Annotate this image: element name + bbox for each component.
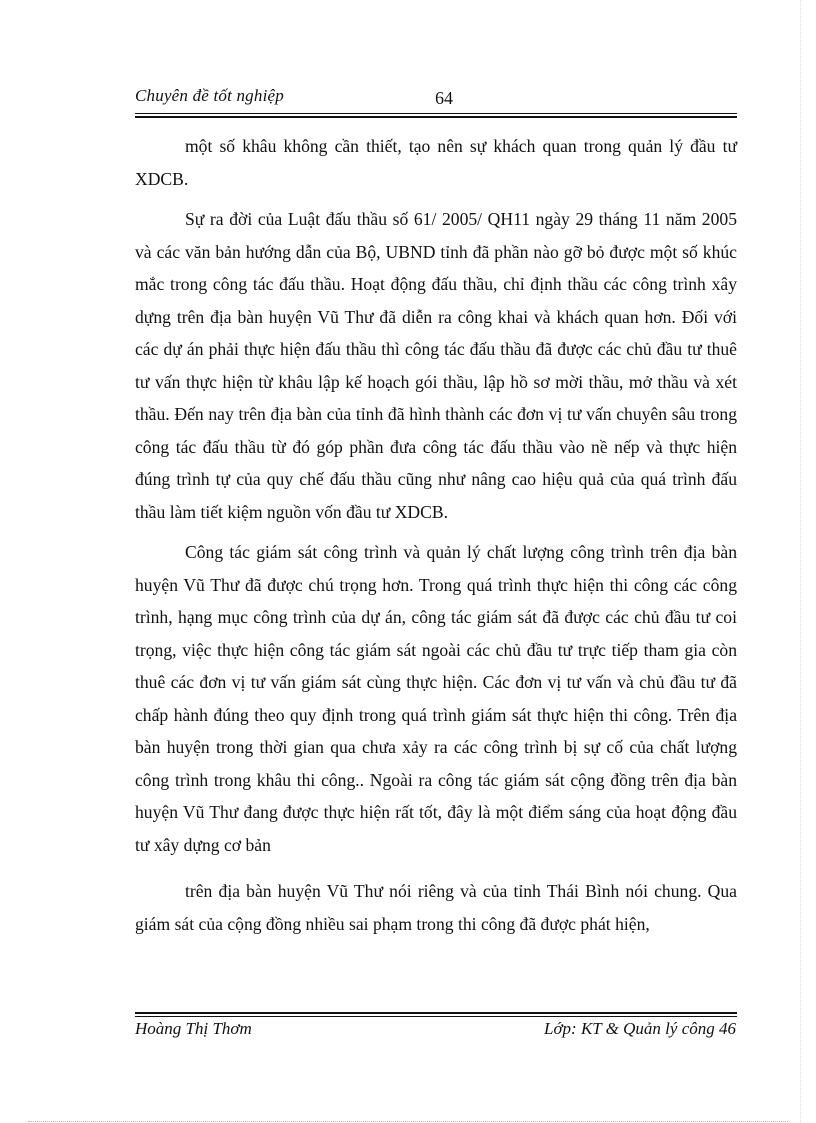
page-edge-bottom: [28, 1121, 788, 1122]
page-header: [135, 86, 737, 112]
header-title: Chuyên đề tốt nghiệp: [135, 86, 284, 105]
paragraph-1: một số khâu không cần thiết, tạo nên sự khách quan trong quản lý đầu tư XDCB.: [135, 136, 737, 189]
paragraph-2: Sự ra đời của Luật đấu thầu số 61/ 2005/ QH11 ngày 29 tháng 11 năm 2005 và các văn bản hướng dẫn của Bộ, UBND tỉnh đã phần nào gỡ bỏ được một số khúc mắc trong công tác đấu thầu. Hoạt động đấu thầu, chỉ định thầu các công trình xây dựng trên địa bàn huyện Vũ Thư đã diễn ra công khai và khách quan hơn. Đối với các dự án phải thực hiện đấu thầu thì công tác đấu thầu đã được các chủ đầu tư thuê tư vấn thực hiện từ khâu lập kế hoạch gói thầu, lập hồ sơ mời thầu, mở thầu và xét thầu. Đến nay trên địa bàn của tỉnh đã hình thành các đơn vị tư vấn chuyên sâu trong công tác đấu thầu từ đó góp phần đưa công tác đấu thầu vào nề nếp và thực hiện đúng trình tự của quy chế đấu thầu cũng như nâng cao hiệu quả của quá trình đấu thầu làm tiết kiệm nguồn vốn đầu tư XDCB.: [135, 209, 737, 522]
body-text: [135, 130, 737, 940]
footer-author: Hoàng Thị Thơm: [135, 1019, 252, 1038]
header-rule-thick: [135, 116, 737, 118]
footer-rule-thin: [135, 1016, 737, 1017]
paragraph-4: trên địa bàn huyện Vũ Thư nói riêng và của tỉnh Thái Bình nói chung. Qua giám sát của cộng đồng nhiều sai phạm trong thi công đã được phát hiện,: [135, 881, 737, 934]
header-rule-thin: [135, 113, 737, 114]
footer-rule-thick: [135, 1012, 737, 1014]
paragraph-3: Công tác giám sát công trình và quản lý chất lượng công trình trên địa bàn huyện Vũ Thư đã được chú trọng hơn. Trong quá trình thực hiện thi công các công trình, hạng mục công trình của dự án, công tác giám sát đã được các chủ đầu tư coi trọng, việc thực hiện công tác giám sát ngoài các chủ đầu tư trực tiếp tham gia còn thuê các đơn vị tư vấn giám sát cùng thực hiện. Các đơn vị tư vấn và chủ đầu tư đã chấp hành đúng theo quy định trong quá trình giám sát thực hiện thi công. Trên địa bàn huyện trong thời gian qua chưa xảy ra các công trình bị sự cố của chất lượng công trình trong khâu thi công.. Ngoài ra công tác giám sát cộng đồng trên địa bàn huyện Vũ Thư đang được thực hiện rất tốt, đây là một điểm sáng của hoạt động đầu tư xây dựng cơ bản: [135, 542, 737, 855]
footer-class: Lớp: KT & Quản lý công 46: [544, 1019, 736, 1038]
page-edge-right: [800, 0, 801, 1123]
page-number: 64: [435, 88, 453, 108]
